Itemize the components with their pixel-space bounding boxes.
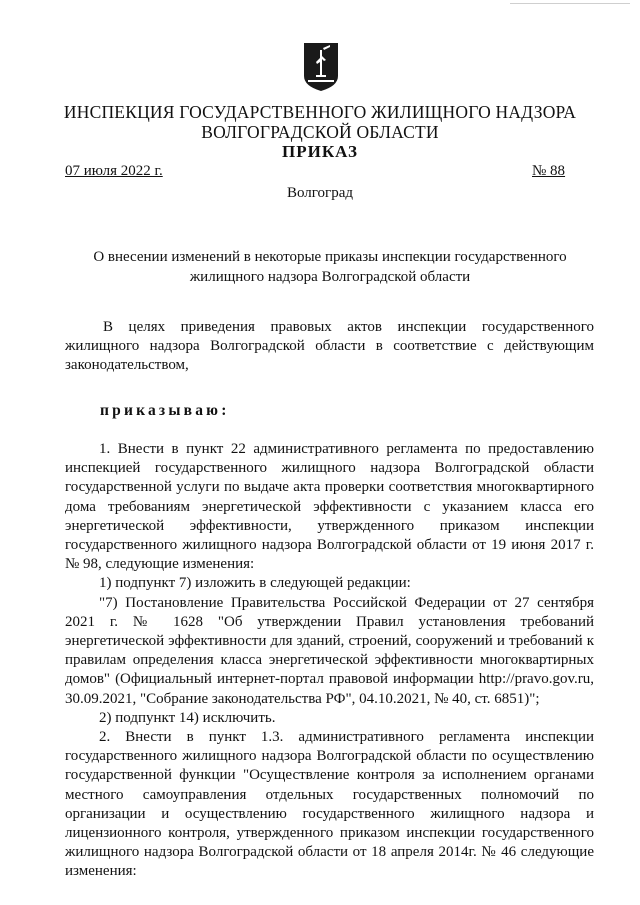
order-word: приказываю: (100, 402, 230, 419)
item-1-subitem-2: 2) подпункт 14) исключить. (99, 709, 276, 726)
item-2-paragraph: 2. Внести в пункт 1.3. административного регламента инспекции государственного жилищного надзора Волгоградской области по осуществлению государственной функции "Осуществление контроля за исполнением органами местного самоуправления отдельных государственных полномочий по организации и осуществлению государственного жилищного надзора и лицензионного контроля, утвержденного приказом инспекции государственного жилищного надзора Волгоградской области от 18 апреля 2014г. № 46 следующие изменения: (65, 729, 594, 880)
document-type: ПРИКАЗ (282, 142, 358, 161)
order-items (65, 440, 594, 882)
subject-line-2: жилищного надзора Волгоградской области (189, 269, 471, 285)
volgograd-emblem-icon (303, 42, 339, 92)
document-number: № 88 (532, 163, 566, 179)
subject-line-1: О внесении изменений в некоторые приказы инспекции государственного (93, 249, 567, 265)
top-rule (510, 3, 630, 4)
item-1-quote: "7) Постановление Правительства Российской Федерации от 27 сентября 2021 г. № 1628 "Об утверждении Правил установления требований энергетической эффективности для зданий, строений, сооружений и требований к правилам определения класса энергетической эффективности многоквартирных домов" (Официальный интернет-портал правовой информации http://pravo.gov.ru, 30.09.2021, "Собрание законодательства РФ", 04.10.2021, № 40, ст. 6851)"; (65, 594, 594, 707)
organization-name-line-2: ВОЛГОГРАДСКОЙ ОБЛАСТИ (201, 122, 439, 142)
preamble-paragraph: В целях приведения правовых актов инспекции государственного жилищного надзора Волгоградской области в соответствие с действующим законодательством, (65, 319, 594, 373)
item-1-subitem-1: 1) подпункт 7) изложить в следующей редакции: (99, 575, 411, 592)
document-city: Волгоград (286, 185, 353, 201)
document-date: 07 июля 2022 г. (65, 163, 163, 179)
organization-name-line-1: ИНСПЕКЦИЯ ГОСУДАРСТВЕННОГО ЖИЛИЩНОГО НАДЗОРА (63, 102, 577, 122)
item-1-paragraph: 1. Внести в пункт 22 административного регламента по предоставлению инспекцией государственного жилищного надзора Волгоградской области государственной услуги по выдаче акта проверки соответствия многоквартирного дома требованиям энергетической эффективности с указанием класса его энергетической эффективности, утвержденного приказом инспекции государственного жилищного надзора Волгоградской области от 19 июня 2017 г. № 98, следующие изменения: (65, 441, 594, 573)
document-subject (65, 247, 595, 287)
preamble-section (65, 318, 594, 375)
